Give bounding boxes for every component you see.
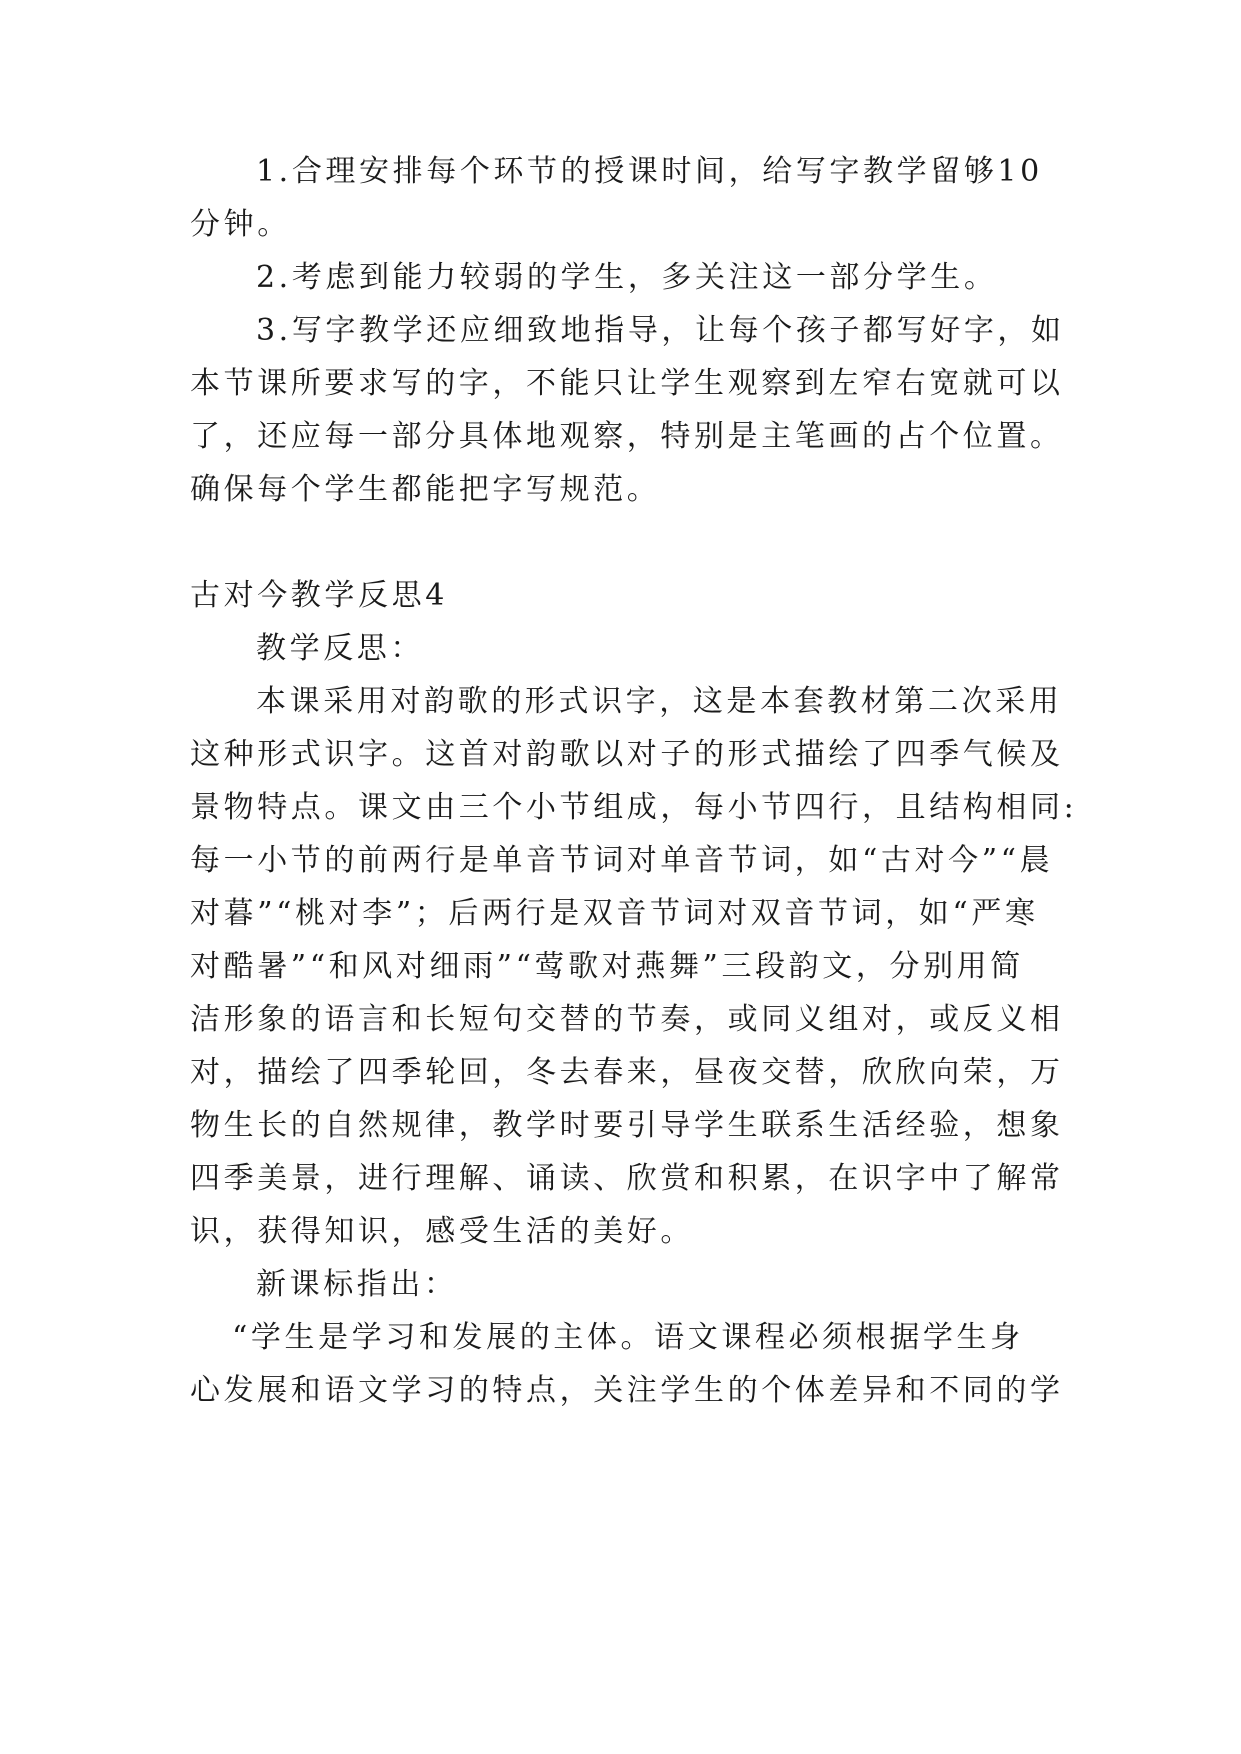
paragraph-line: 本课采用对韵歌的形式识字，这是本套教材第二次采用 [256,684,1063,719]
list-item-1-line-2: 分钟。 [190,207,291,242]
paragraph-line: 四季美景，进行理解、诵读、欣赏和积累，在识字中了解常 [190,1161,1064,1196]
paragraph-line: 洁形象的语言和长短句交替的节奏，或同义组对，或反义相 [190,1002,1064,1037]
standard-heading: 新课标指出： [256,1267,458,1302]
quote-line: “学生是学习和发展的主体。语文课程必须根据学生身 [232,1320,1024,1355]
paragraph-line: 识，获得知识，感受生活的美好。 [190,1214,694,1249]
paragraph-line: 这种形式识字。这首对韵歌以对子的形式描绘了四季气候及 [190,737,1064,772]
list-item-1-line-1: 1.合理安排每个环节的授课时间，给写字教学留够10 [256,154,1043,189]
list-item-3-line-3: 了，还应每一部分具体地观察，特别是主笔画的占个位置。 [190,419,1064,454]
list-item-3-line-2: 本节课所要求写的字，不能只让学生观察到左窄右宽就可以 [190,366,1064,401]
paragraph-line: 景物特点。课文由三个小节组成，每小节四行，且结构相同: [190,790,1078,825]
section-subheading: 教学反思： [256,631,424,666]
section-heading: 古对今教学反思4 [190,578,448,613]
list-item-3-line-4: 确保每个学生都能把字写规范。 [190,472,661,507]
paragraph-line: 对酷暑”“和风对细雨”“莺歌对燕舞”三段韵文，分别用简 [190,949,1024,984]
list-item-2: 2.考虑到能力较弱的学生，多关注这一部分学生。 [256,260,998,295]
paragraph-line: 对，描绘了四季轮回，冬去春来，昼夜交替，欣欣向荣，万 [190,1055,1064,1090]
paragraph-line: 对暮”“桃对李”；后两行是双音节词对双音节词，如“严寒 [190,896,1039,931]
list-item-3-line-1: 3.写字教学还应细致地指导，让每个孩子都写好字，如 [256,313,1065,348]
paragraph-line: 每一小节的前两行是单音节词对单音节词，如“古对今”“晨 [190,843,1054,878]
quote-line: 心发展和语文学习的特点，关注学生的个体差异和不同的学 [190,1373,1064,1408]
paragraph-line: 物生长的自然规律，教学时要引导学生联系生活经验，想象 [190,1108,1064,1143]
